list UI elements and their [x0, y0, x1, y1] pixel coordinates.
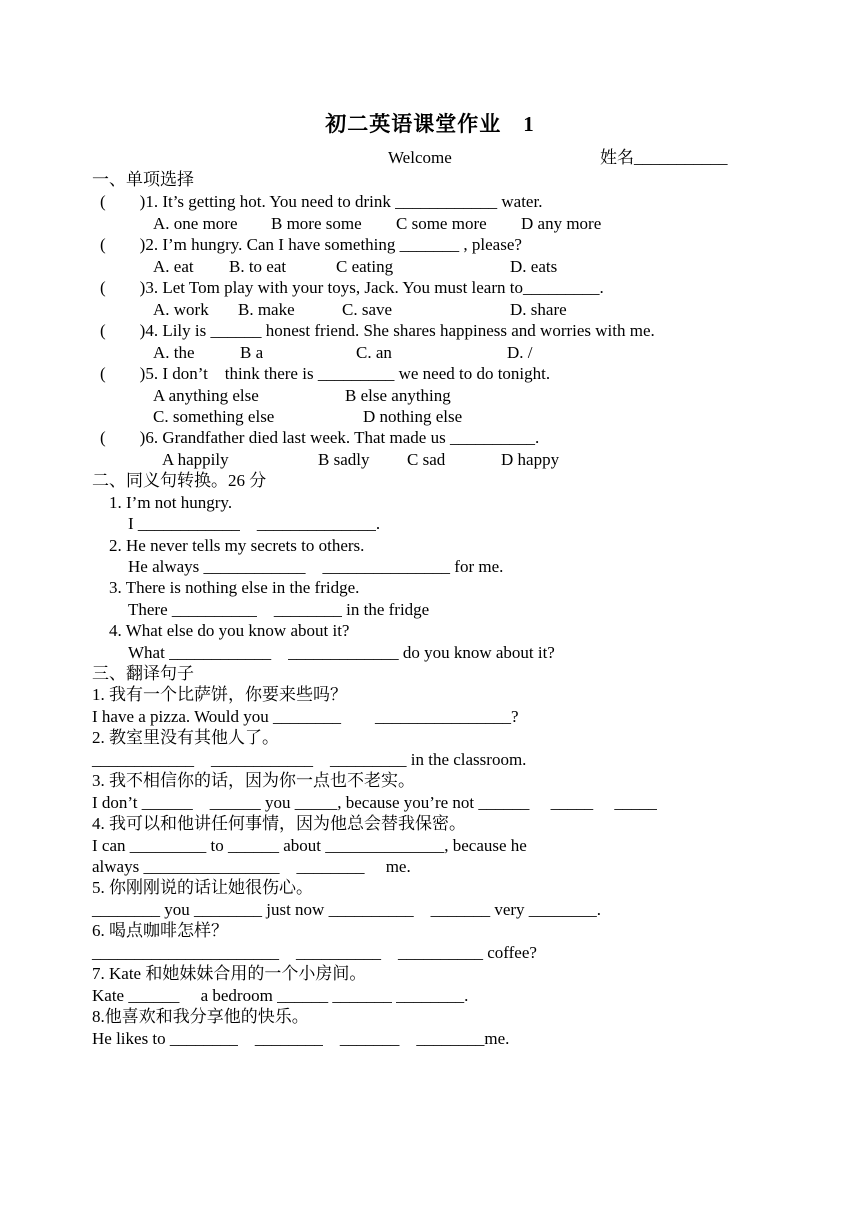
option-b: B. make — [238, 300, 295, 319]
translate-chinese: 3. 我不相信你的话，因为你一点也不老实。 — [92, 771, 415, 790]
translate-english: Kate ______ a bedroom ______ _______ ________. — [92, 986, 469, 1005]
rewrite-question: 3. There is nothing else in the fridge. — [109, 578, 360, 597]
translate-chinese: 2. 教室里没有其他人了。 — [92, 728, 279, 747]
translate-chinese: 8.他喜欢和我分享他的快乐。 — [92, 1007, 309, 1026]
option-c: C sad — [407, 450, 446, 469]
translate-english: I have a pizza. Would you ________ ________________? — [92, 707, 519, 726]
option-a: A happily — [162, 450, 229, 469]
option-b: B sadly — [318, 450, 370, 469]
worksheet-title: 初二英语课堂作业 1 — [325, 112, 535, 136]
rewrite-answer: I ____________ ______________. — [128, 514, 381, 533]
option-a: A anything else — [153, 386, 259, 405]
question-stem: ( )5. I don’t think there is _________ we need to do tonight. — [100, 364, 551, 383]
option-d: D nothing else — [363, 407, 463, 426]
translate-english: ____________ ____________ _________ in the classroom. — [92, 750, 527, 769]
rewrite-question: 2. He never tells my secrets to others. — [109, 536, 365, 555]
option-a: A. work — [153, 300, 209, 319]
option-c: C some more — [396, 214, 487, 233]
translate-english: I don’t ______ ______ you _____, because you’re not ______ _____ _____ — [92, 793, 657, 812]
question-stem: ( )2. I’m hungry. Can I have something _______ , please? — [100, 235, 522, 254]
translate-english: ______________________ __________ __________ coffee? — [92, 943, 537, 962]
option-c: C. save — [342, 300, 393, 319]
rewrite-question: 4. What else do you know about it? — [109, 621, 350, 640]
option-c: C eating — [336, 257, 394, 276]
option-d: D happy — [501, 450, 560, 469]
option-c: C. an — [356, 343, 392, 362]
option-b: B. to eat — [229, 257, 287, 276]
translate-chinese: 5. 你刚刚说的话让她很伤心。 — [92, 878, 313, 897]
section-heading-rewrite: 二、同义句转换。26 分 — [92, 471, 267, 490]
rewrite-question: 1. I’m not hungry. — [109, 493, 233, 512]
option-a: A. one more — [153, 214, 238, 233]
section-heading-translate: 三、翻译句子 — [92, 664, 194, 683]
option-d: D any more — [521, 214, 602, 233]
question-stem: ( )6. Grandfather died last week. That made us __________. — [100, 428, 540, 447]
translate-chinese: 1. 我有一个比萨饼，你要来些吗？ — [92, 685, 347, 704]
option-a: A. the — [153, 343, 195, 362]
question-stem: ( )3. Let Tom play with your toys, Jack. You must learn to_________. — [100, 278, 604, 297]
option-b: B else anything — [345, 386, 451, 405]
unit-label: Welcome — [388, 148, 452, 167]
option-d: D. eats — [510, 257, 558, 276]
name-field: 姓名___________ — [600, 148, 728, 167]
option-c: C. something else — [153, 407, 275, 426]
translate-chinese: 6. 喝点咖啡怎样？ — [92, 921, 228, 940]
translate-english: He likes to ________ ________ _______ ________me. — [92, 1029, 510, 1048]
translate-chinese: 7. Kate 和她妹妹合用的一个小房间。 — [92, 964, 367, 983]
option-d: D. share — [510, 300, 567, 319]
option-a: A. eat — [153, 257, 194, 276]
section-heading-choice: 一、单项选择 — [92, 170, 194, 189]
question-stem: ( )4. Lily is ______ honest friend. She shares happiness and worries with me. — [100, 321, 655, 340]
translate-english: always ________________ ________ me. — [92, 857, 411, 876]
question-stem: ( )1. It’s getting hot. You need to drink ____________ water. — [100, 192, 543, 211]
translate-chinese: 4. 我可以和他讲任何事情，因为他总会替我保密。 — [92, 814, 466, 833]
rewrite-answer: There __________ ________ in the fridge — [128, 600, 430, 619]
rewrite-answer: He always ____________ _______________ for me. — [128, 557, 504, 576]
option-b: B more some — [271, 214, 362, 233]
option-d: D. / — [507, 343, 533, 362]
translate-english: I can _________ to ______ about ______________, because he — [92, 836, 527, 855]
translate-english: ________ you ________ just now __________ _______ very ________. — [92, 900, 602, 919]
option-b: B a — [240, 343, 264, 362]
rewrite-answer: What ____________ _____________ do you know about it? — [128, 643, 555, 662]
